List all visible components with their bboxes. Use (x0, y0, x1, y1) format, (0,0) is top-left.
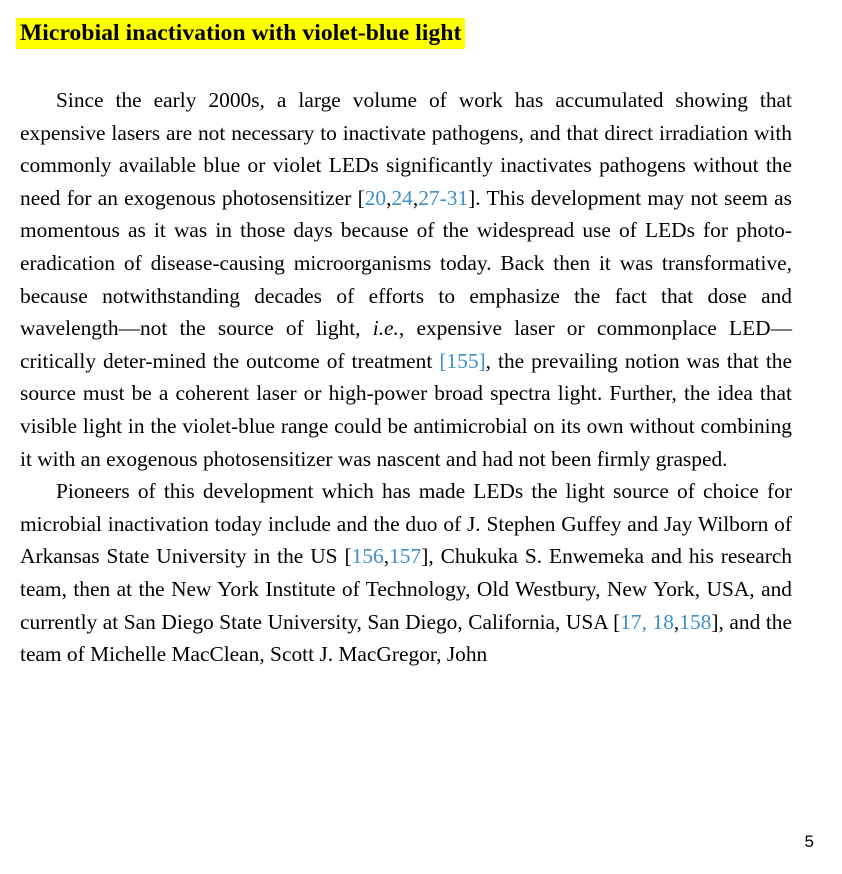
text-run: , (386, 185, 392, 210)
citation-link-17-18[interactable]: 17, 18 (620, 609, 674, 634)
text-run: ], Chukuka S. Enwemeka and his research team, then at the New York Institute of Technology, Old Westbury, New York, USA, and currently at San Diego State University, San Diego, California, USA [ (20, 544, 793, 634)
text-run: , the prevailing notion was that the source must be a coherent laser or high-power broad spectra light. Further, the idea that visible light in the violet-blue range could be antimicrobial on its own without combining it with an exogenous photosensitizer was nascent and had not been firmly grasped. (20, 348, 792, 471)
text-run: ], and the team of Michelle MacClean, Scott J. MacGregor, John (20, 609, 792, 667)
text-run: ]. This development may not seem as momentous as it was in those days because of the widespread use of LEDs for photo-eradication of disease-causing microorganisms today. Back then it was transformative, because notwithstanding decades of efforts to emphasize the fact that dose and wavelength—not the source of light, (20, 185, 792, 341)
page-heading-container (20, 18, 820, 50)
paragraph-2 (20, 475, 792, 671)
paragraph-1 (20, 84, 792, 475)
text-run: , (412, 185, 419, 210)
citation-link-157[interactable]: 157 (389, 544, 422, 569)
citation-link-158[interactable]: 158 (679, 609, 712, 634)
text-run: , (673, 609, 680, 634)
text-run: , (383, 544, 390, 569)
page-number: 5 (804, 832, 814, 851)
text-run: expensive laser or commonplace LED—critically deter-mined the outcome of treatment (20, 316, 792, 373)
citation-link-20[interactable]: 20 (364, 185, 387, 210)
citation-link-24[interactable]: 24 (391, 185, 413, 210)
body-text-column (20, 84, 792, 671)
citation-link-156[interactable]: 156 (351, 544, 384, 569)
text-run: Since the early 2000s, a large volume of work has accumulated showing that expensive lasers are not necessary to inactivate pathogens, and that direct irradiation with commonly available blue or violet LEDs significantly inactivates pathogens without the need for an exogenous photosensitizer [ (20, 88, 792, 210)
italic-ie: i.e., (372, 316, 405, 341)
citation-link-155[interactable]: [155] (439, 348, 486, 373)
text-run: Pioneers of this development which has made LEDs the light source of choice for microbial inactivation today include and the duo of J. Stephen Guffey and Jay Wilborn of Arkansas State University in the US [ (20, 479, 792, 569)
citation-link-27-31[interactable]: 27-31 (418, 185, 469, 210)
page-title: Microbial inactivation with violet-blue light (20, 18, 461, 49)
